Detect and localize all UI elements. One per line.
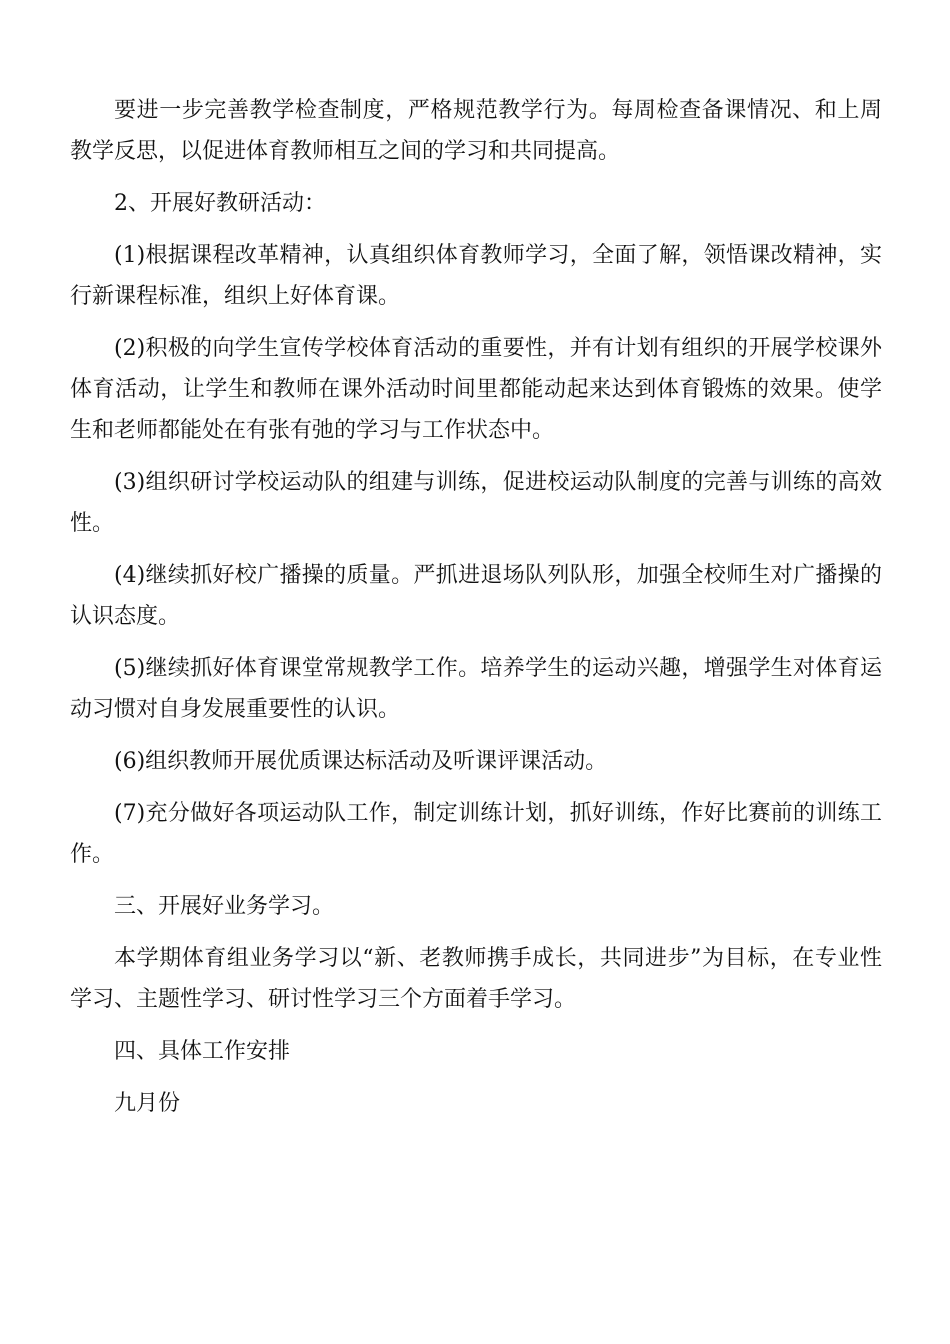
- document-body: [70, 90, 882, 1135]
- list-item-5: (5)继续抓好体育课堂常规教学工作。培养学生的运动兴趣，增强学生对体育运动习惯对自身发展重要性的认识。: [70, 656, 882, 722]
- section-heading-work-schedule: 四、具体工作安排: [114, 1039, 291, 1064]
- list-item-1: (1)根据课程改革精神，认真组织体育教师学习，全面了解，领悟课改精神，实行新课程标准，组织上好体育课。: [70, 243, 882, 309]
- section-heading-business-study: 三、开展好业务学习。: [114, 894, 335, 919]
- paragraph-teaching-inspection: 要进一步完善教学检查制度，严格规范教学行为。每周检查备课情况、和上周教学反思，以促进体育教师相互之间的学习和共同提高。: [70, 98, 882, 164]
- list-item-7: (7)充分做好各项运动队工作，制定训练计划，抓好训练，作好比赛前的训练工作。: [70, 801, 882, 867]
- list-item-2: (2)积极的向学生宣传学校体育活动的重要性，并有计划有组织的开展学校课外体育活动，让学生和教师在课外活动时间里都能动起来达到体育锻炼的效果。使学生和老师都能处在有张有弛的学习与工作状态中。: [70, 336, 882, 443]
- month-heading-september: 九月份: [114, 1091, 181, 1116]
- list-item-4: (4)继续抓好校广播操的质量。严抓进退场队列队形，加强全校师生对广播操的认识态度。: [70, 563, 882, 629]
- list-item-3: (3)组织研讨学校运动队的组建与训练，促进校运动队制度的完善与训练的高效性。: [70, 470, 882, 536]
- heading-research-activities: 2、开展好教研活动：: [114, 191, 326, 216]
- list-item-6: (6)组织教师开展优质课达标活动及听课评课活动。: [114, 749, 608, 774]
- paragraph-business-study: 本学期体育组业务学习以“新、老教师携手成长，共同进步”为目标，在专业性学习、主题性学习、研讨性学习三个方面着手学习。: [70, 946, 882, 1012]
